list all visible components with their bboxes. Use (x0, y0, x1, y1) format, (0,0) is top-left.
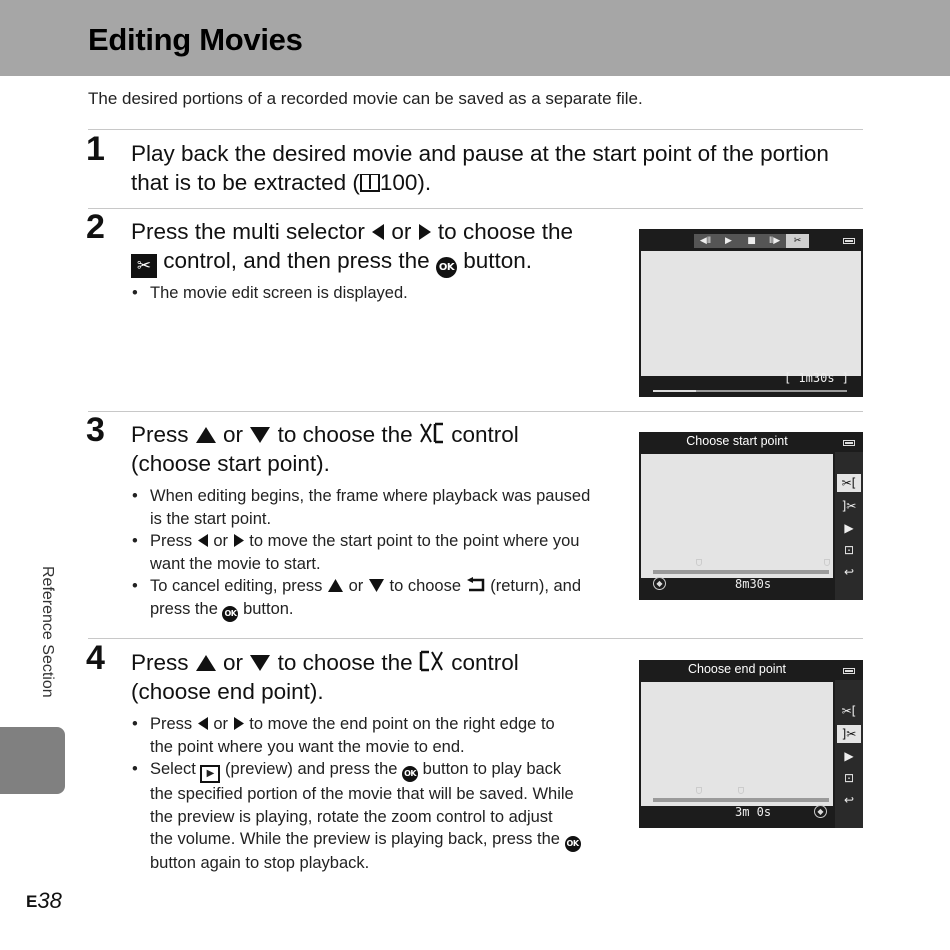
bullet-text: the specified portion of the movie that will be saved. While (150, 785, 574, 804)
list-item (131, 758, 611, 875)
progress-fill (653, 390, 696, 392)
edit-track (653, 570, 829, 574)
bullet-text: (return), and (490, 577, 582, 596)
choose-start-point-icon (419, 422, 445, 444)
step-2-text-b: to choose the (437, 219, 574, 244)
stop-icon: ■ (747, 236, 756, 246)
bullet-text: Select (150, 760, 196, 779)
start-marker (696, 559, 702, 566)
arrow-up-icon (195, 654, 217, 672)
screen-title: Choose start point (686, 434, 788, 448)
step-3-line-1 (131, 420, 631, 449)
battery-icon (843, 238, 855, 244)
list-item (131, 530, 601, 575)
or-text: or (223, 650, 244, 675)
step-1-text (131, 139, 871, 197)
choose-end-point-screen (639, 660, 863, 828)
page-number-value: 38 (37, 888, 62, 913)
divider (88, 208, 863, 209)
step-number: 4 (86, 639, 105, 677)
bullet-text: button. (243, 599, 294, 618)
battery-icon (843, 668, 855, 674)
arrow-right-icon (233, 716, 245, 731)
ok-button-icon: OK (402, 766, 418, 782)
arrow-left-icon (197, 716, 209, 731)
bullet-text: the volume. While the preview is playing back, press the (150, 830, 560, 849)
or-text: or (391, 219, 412, 244)
arrow-down-icon (249, 654, 271, 672)
divider (88, 411, 863, 412)
multi-selector-icon: ◆ (653, 577, 666, 590)
forward-icon: Ⅱ▶ (768, 236, 781, 246)
edit-track (653, 798, 829, 802)
playback-controls (694, 234, 809, 248)
choose-start-point-screen (639, 432, 863, 600)
step-number: 3 (86, 411, 105, 449)
arrow-right-icon (418, 223, 432, 241)
step-4-bullets (131, 713, 611, 875)
movie-time: 3m 0s (735, 805, 772, 819)
bullet-text: the point where you want the movie to end. (150, 737, 465, 756)
save-icon: ⊡ (843, 543, 855, 557)
choose-end-point-icon: ]✂ (841, 499, 857, 513)
step-4-text-a: Press (131, 650, 189, 675)
ok-button-icon: OK (565, 836, 581, 852)
screen-title: Choose end point (688, 662, 786, 676)
step-3-text-b: to choose the (277, 422, 413, 447)
step-1-line-2 (131, 168, 871, 197)
step-1-line-1: Play back the desired movie and pause at the start point of the portion (131, 141, 829, 166)
list-item (131, 575, 601, 622)
or-text: or (348, 577, 364, 596)
return-icon: ↩ (843, 793, 855, 807)
choose-start-point-icon: ✂[ (837, 474, 861, 492)
bullet-text: to choose (389, 577, 462, 596)
step-number: 2 (86, 208, 105, 246)
divider (88, 638, 863, 639)
return-icon (466, 577, 486, 593)
or-text: or (213, 715, 229, 733)
choose-start-point-icon: ✂[ (841, 704, 857, 718)
end-marker (738, 787, 744, 794)
step-4-text (131, 648, 631, 706)
bullet-text: to move the end point on the right edge to (249, 715, 555, 733)
screen-image-area (641, 682, 833, 806)
bullet-text: button again to stop playback. (150, 854, 370, 873)
or-text: or (223, 422, 244, 447)
bullet-text: Press (150, 715, 193, 733)
bullet-text: Press (150, 532, 193, 551)
list-item (131, 713, 611, 758)
ok-button-icon: OK (436, 257, 457, 278)
preview-play-icon: ▶ (844, 521, 854, 535)
arrow-up-icon (327, 578, 344, 593)
section-tab (0, 727, 65, 794)
movie-edit-scissors-icon: ✂ (131, 254, 157, 278)
edit-menu-sidebar (835, 452, 863, 600)
page-title: Editing Movies (88, 22, 303, 57)
step-2-line-1 (131, 217, 631, 246)
step-4-line-2: (choose end point). (131, 679, 324, 704)
step-2-line-2 (131, 246, 631, 278)
bullet-text: press the (150, 599, 218, 618)
bullet-text: (preview) and press the (225, 760, 398, 779)
step-2-text-c: control, and then press the (163, 248, 430, 273)
ok-button-icon: OK (222, 606, 238, 622)
step-3-bullets (131, 485, 601, 622)
or-text: or (213, 532, 229, 551)
scissors-icon: ✂ (786, 234, 809, 248)
page-reference: 100). (379, 170, 432, 195)
step-3-text (131, 420, 631, 478)
step-number: 1 (86, 130, 105, 168)
play-icon: ▶ (725, 236, 732, 246)
section-label (36, 566, 56, 716)
movie-edit-screen (639, 229, 863, 397)
step-3-line-2: (choose start point). (131, 451, 330, 476)
rewind-icon: ◀Ⅱ (699, 236, 712, 246)
arrow-down-icon (249, 426, 271, 444)
reference-book-icon (360, 174, 380, 192)
screen-image-area (641, 454, 833, 578)
reference-section-icon: E (26, 892, 38, 911)
preview-play-icon: ▶ (844, 749, 854, 763)
save-icon: ⊡ (843, 771, 855, 785)
movie-time: 8m30s (735, 577, 772, 591)
divider (88, 129, 863, 130)
preview-play-icon: ▶ (200, 765, 220, 783)
return-icon: ↩ (843, 565, 855, 579)
step-4-text-b: to choose the (277, 650, 413, 675)
arrow-left-icon (197, 533, 209, 548)
choose-end-point-icon (419, 650, 445, 672)
start-marker (696, 787, 702, 794)
step-2-bullets (131, 282, 601, 305)
section-label-text: Reference Section (39, 566, 56, 698)
arrow-right-icon (233, 533, 245, 548)
choose-end-point-icon: ]✂ (837, 725, 861, 743)
step-2-text (131, 217, 631, 278)
screen-image-area (641, 251, 861, 376)
bullet-text: To cancel editing, press (150, 577, 323, 596)
arrow-up-icon (195, 426, 217, 444)
multi-selector-icon: ◆ (814, 805, 827, 818)
step-3-text-a: Press (131, 422, 189, 447)
bullet-text: the preview is playing, rotate the zoom control to adjust (150, 807, 553, 826)
battery-icon (843, 440, 855, 446)
arrow-down-icon (368, 578, 385, 593)
step-4-line-1 (131, 648, 631, 677)
step-4-text-c: control (451, 650, 519, 675)
list-item: • The movie edit screen is displayed. (131, 282, 601, 305)
step-2-text-a: Press the multi selector (131, 219, 365, 244)
end-marker (824, 559, 830, 566)
step-1-line-2-text: that is to be extracted ( (131, 170, 360, 195)
step-2-text-d: button. (463, 248, 533, 273)
page-number (26, 888, 62, 914)
step-3-text-c: control (451, 422, 519, 447)
bullet-text: to move the start point to the point where you want the movie to start. (150, 532, 580, 573)
list-item: • When editing begins, the frame where playback was paused is the start point. (131, 485, 601, 530)
edit-menu-sidebar (835, 680, 863, 828)
movie-time: [ 1m30s ] (783, 371, 849, 385)
arrow-left-icon (371, 223, 385, 241)
bullet-text: button to play back (422, 760, 562, 779)
intro-text: The desired portions of a recorded movie can be saved as a separate file. (88, 89, 643, 108)
